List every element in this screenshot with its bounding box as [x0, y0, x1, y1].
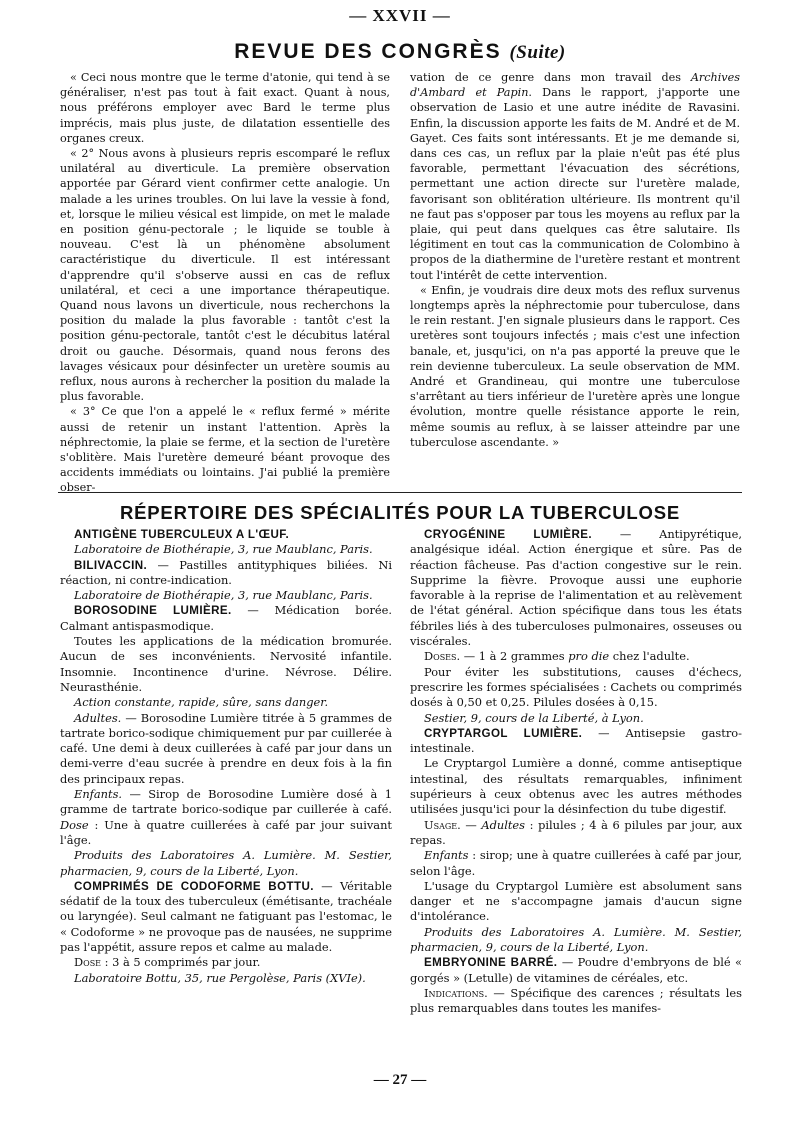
dosage-text: : pilules ; 4 à 6 pilules par jour, aux repas.: [410, 817, 742, 847]
product-text: Action constante, rapide, sûre, sans danger.: [74, 695, 329, 710]
product-name: ANTIGÈNE TUBERCULEUX A L'ŒUF.: [74, 528, 290, 541]
congress-column-left: [60, 70, 390, 495]
product-entry: [60, 527, 392, 542]
dosage-label: Dose: [74, 955, 102, 970]
dosage-label: Adultes.: [74, 710, 122, 725]
dosage-label: Adultes: [481, 817, 526, 832]
product-entry: [410, 527, 742, 649]
congress-text: vation de ce genre dans mon travail des: [410, 71, 691, 84]
product-name: COMPRIMÉS DE CODOFORME BOTTU.: [74, 879, 314, 893]
dosage-label: Dose: [60, 817, 89, 832]
congress-paragraph: [410, 70, 740, 283]
dosage-text: : 3 à 5 comprimés par jour.: [101, 955, 261, 970]
congress-column-right: [410, 70, 740, 482]
product-entry: [410, 726, 742, 757]
page-number: — 27 —: [373, 1072, 427, 1088]
dosage-text: : Une à quatre cuillerées à café par jour suivant l'âge.: [60, 817, 392, 847]
dosage-label: Enfants: [424, 848, 469, 863]
dosage-label: Doses.: [424, 649, 461, 664]
dosage-text: — Borosodine Lumière titrée à 5 grammes de tartrate borico-sodique chimiquement pur par cuillerée à café. Une demi à deux cuillerées à café par jour dans un demi-verre d'eau sucrée à prendre en deux fois à la fin des principaux repas.: [60, 710, 392, 786]
laboratory-address: Laboratoire de Biothérapie, 3, rue Maublanc, Paris.: [74, 588, 373, 603]
product-text: L'usage du Cryptargol Lumière est absolument sans danger et ne s'accompagne jamais d'aucun signe d'intolérance.: [410, 878, 742, 924]
dosage-text: — Sirop de Borosodine Lumière dosé à 1 gramme de tartrate borico-sodique par cuillerée à café.: [60, 787, 392, 817]
product-entry: [60, 879, 392, 955]
product-entry: [60, 603, 392, 634]
congress-paragraph: « Ceci nous montre que le terme d'atonie, qui tend à se généraliser, n'est pas tout à fait exact. Quant à nous, nous préférons employer avec Bard le terme plus imprécis, mais plus juste, de dilatation essentielle des organes creux.: [60, 71, 390, 145]
congress-text: . Dans le rapport, j'apporte une observation de Lasio et une autre inédite de Ravasini. Enfin, la discussion apporte les faits de M. André et de M. Gayet. Ces faits sont intéressants. Et je me demande si, dans ces cas, un reflux par la plaie n'eût pas été plus favorable, permettant l'évacuation des sécrétions, permettant une action directe sur l'uretère malade, favorisant son oblitération ultérieure. Ils montrent qu'il ne faut pas s'opposer par tous les moyens au reflux par la plaie, qui peut dans quelques cas être salutaire. Ils légitiment en tout cas la communication de Colombino à propos de la diathermine de l'uretère restant et montrent tout l'intérêt de cette intervention.: [410, 86, 740, 282]
product-text: [410, 848, 742, 879]
section-divider: [58, 492, 742, 493]
product-text: [410, 649, 742, 664]
section-title-text: REVUE DES CONGRÈS: [234, 40, 502, 63]
repertoire-column-right: [410, 527, 742, 1067]
dosage-text: chez l'adulte.: [609, 649, 690, 664]
product-text: Pour éviter les substitutions, causes d'échecs, prescrire les formes spécialisées : Cachets ou comprimés dosés à 0,50 et 0,25. Pilules dosées à 0,15.: [410, 664, 742, 710]
congress-paragraph: « Enfin, je voudrais dire deux mots des reflux survenus longtemps après la néphrectomie pour tuberculose, dans le rein restant. J'en signale plusieurs dans le rapport. Ces uretères sont toujours infectés ; mais c'est une infection banale, et, jusqu'ici, on n'a pas apporté la preuve que le rein devienne tuberculeux. La seule observation de MM. André et Grandineau, qui montre une tuberculose s'arrêtant au tiers inférieur de l'uretère après une longue évolution, montre quelle résistance apporte le rein, même soumis au reflux, à se laisser atteindre par une tuberculose ascendante. »: [410, 283, 740, 449]
dosage-text: pro die: [568, 649, 610, 664]
dosage-text: : sirop; une à quatre cuillerées à café par jour, selon l'âge.: [410, 848, 742, 878]
dosage-label: Enfants.: [74, 787, 123, 802]
product-text: Usage. — Adultes : pilules ; 4 à 6 pilules par jour, aux repas.: [410, 817, 742, 847]
product-description: — Pastilles antityphiques biliées. Ni réaction, ni contre-indication.: [60, 557, 392, 587]
product-text: [410, 986, 742, 1017]
dosage-text: — 1 à 2 grammes: [460, 649, 569, 664]
laboratory-address: Laboratoire Bottu, 35, rue Pergolèse, Paris (XVIe).: [74, 970, 366, 985]
journal-title: Archives d'Ambard et Papin: [410, 71, 740, 100]
laboratory-address: Laboratoire de Biothérapie, 3, rue Maublanc, Paris.: [74, 542, 373, 557]
product-description: — Poudre d'embryons de blé « gorgés » (Letulle) de vitamines de céréales, etc.: [410, 955, 743, 985]
product-name: CRYPTARGOL LUMIÈRE.: [424, 726, 583, 740]
laboratory-address: Sestier, 9, cours de la Liberté, à Lyon.: [424, 710, 644, 725]
section-title-suffix: (Suite): [509, 42, 566, 63]
product-entry: [410, 955, 742, 986]
congress-paragraph: « 2° Nous avons à plusieurs repris escomparé le reflux unilatéral au diverticule. La première observation apportée par Gérard vient confirmer cette analogie. Un malade a les urines troubles. On lui lave la vessie à fond, et, lorsque le milieu vésical est limpide, on met le malade en position génu-pectorale ; le liquide se touble à nouveau. C'est là un phénomène absolument caractéristique du diverticule. Il est intéressant d'apprendre qu'il s'observe aussi en cas de reflux unilatéral, et ceci a une importance thérapeutique. Quand nous lavons un diverticule, nous recherchons la position du malade la plus favorable : tantôt c'est la position génu-pectorale, tantôt c'est le décubitus latéral droit ou gauche. Désormais, quand nous ferons des lavages vésicaux pour désinfecter un uretère soumis au reflux, nous aurons à rechercher la position du malade la plus favorable.: [60, 147, 390, 404]
repertoire-title: RÉPERTOIRE DES SPÉCIALITÉS POUR LA TUBERCULOSE: [119, 502, 680, 523]
dosage-text: — Spécifique des carences ; résultats les plus remarquables dans toutes les manifes-: [410, 985, 742, 1016]
laboratory-address: Produits des Laboratoires A. Lumière. M. Sestier, pharmacien, 9, cours de la Liberté, Lyon.: [410, 924, 742, 955]
product-name: BILIVACCIN.: [74, 558, 148, 572]
product-description: — Antipyrétique, analgésique idéal. Action énergique et sûre. Pas de réaction fâcheuse. Pas d'action congestive sur le rein. Supprime la fièvre. Provoque aussi une euphorie favorable à la reprise de l'alimentation et au relèvement de l'état général. Action spécifique dans tous les états fébriles liés à des tuberculoses pulmonaires, osseuses ou viscérales.: [410, 527, 743, 649]
product-name: BOROSODINE LUMIÈRE.: [74, 604, 232, 618]
product-text: Le Cryptargol Lumière a donné, comme antiseptique intestinal, des résultats remarquables, infiniment supérieurs à ceux obtenus avec les autres méthodes utilisées jusqu'ici pour la désinfection du tube digestif.: [410, 756, 742, 817]
repertoire-column-left: [60, 527, 392, 1067]
product-text: [60, 787, 392, 848]
product-description: — Véritable sédatif de la toux des tuberculeux (émétisante, trachéale ou laryngée). Seul calmant ne fatiguant pas l'estomac, le « Codoforme » ne provoque pas de nausées, ne supprime pas l'appétit, assure repos et calme au malade.: [60, 878, 393, 955]
product-text: Toutes les applications de la médication bromurée. Aucun de ses inconvénients. Nervosité infantile. Insomnie. Incontinence d'urine. Névrose. Délire. Neurasthénie.: [60, 634, 392, 694]
dosage-label: Indications.: [424, 985, 488, 1000]
product-description: — Médication borée. Calmant antispasmodique.: [60, 603, 393, 633]
roman-page-number: — XXVII —: [349, 6, 451, 25]
product-text: [60, 955, 392, 970]
laboratory-address: Produits des Laboratoires A. Lumière. M. Sestier, pharmacien, 9, cours de la Liberté, Lyon.: [60, 848, 392, 878]
product-name: EMBRYONINE BARRÉ.: [424, 956, 558, 970]
dosage-label: Usage.: [424, 817, 461, 832]
product-entry: [60, 558, 392, 589]
congress-paragraph: « 3° Ce que l'on a appelé le « reflux fermé » mérite aussi de retenir un instant l'attention. Après la néphrectomie, la plaie se ferme, et la section de l'uretère s'oblitère. Mais l'uretère demeuré béant provoque des accidents immédiats ou lointains. J'ai publié la première obser-: [60, 405, 390, 495]
product-name: CRYOGÉNINE LUMIÈRE.: [424, 528, 592, 541]
section-title: [0, 40, 800, 64]
product-text: [60, 711, 392, 787]
product-description: — Antisepsie gastro-intestinale.: [410, 725, 742, 756]
